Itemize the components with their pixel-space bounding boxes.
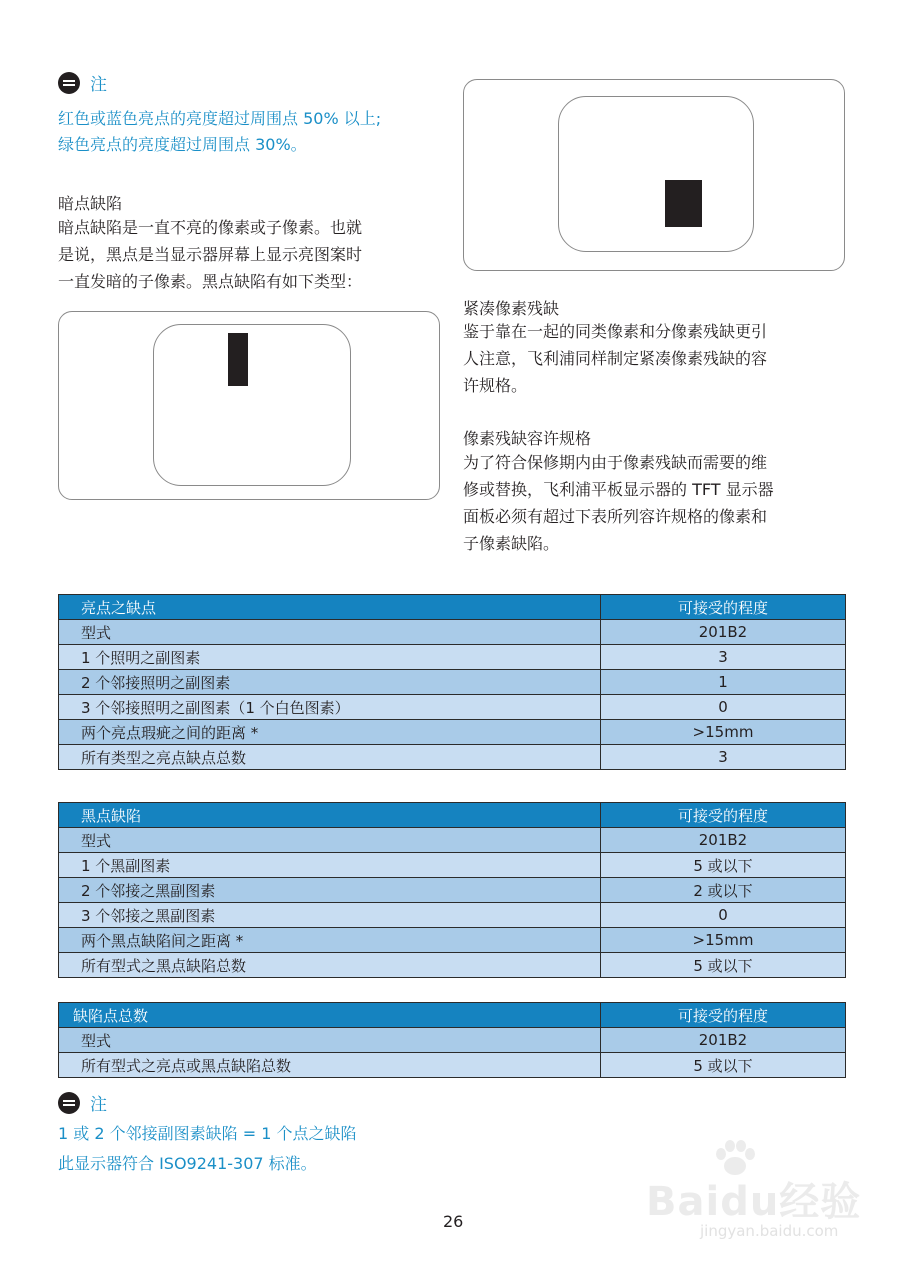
tolerance-line-1: 为了符合保修期内由于像素残缺而需要的维 bbox=[463, 453, 768, 472]
row-value: 201B2 bbox=[601, 620, 846, 645]
header-cell: 可接受的程度 bbox=[601, 1003, 846, 1028]
table-row bbox=[59, 1053, 846, 1078]
row-label: 2 个邻接照明之副图素 bbox=[59, 670, 601, 695]
header-cell: 亮点之缺点 bbox=[59, 595, 601, 620]
dark-dot-line-1: 暗点缺陷是一直不亮的像素或子像素。也就 bbox=[58, 218, 363, 237]
row-value: 1 bbox=[601, 670, 846, 695]
note-text bbox=[58, 1119, 356, 1179]
table-row bbox=[59, 1028, 846, 1053]
dark-dot-paragraph bbox=[58, 214, 362, 295]
row-label: 2 个邻接之黑副图素 bbox=[59, 878, 601, 903]
note-line-1: 1 或 2 个邻接副图素缺陷 = 1 个点之缺陷 bbox=[58, 1124, 357, 1143]
row-value: 0 bbox=[601, 695, 846, 720]
row-label: 所有类型之亮点缺点总数 bbox=[59, 745, 601, 770]
screen-outline bbox=[558, 96, 754, 252]
tolerance-heading: 像素残缺容许规格 bbox=[463, 429, 592, 448]
row-label: 两个亮点瑕疵之间的距离 * bbox=[59, 720, 601, 745]
dark-subpixel bbox=[228, 333, 248, 386]
note-text bbox=[58, 106, 381, 158]
table-row bbox=[59, 745, 846, 770]
proximity-line-3: 许规格。 bbox=[463, 376, 528, 395]
table-header bbox=[59, 1003, 846, 1028]
table-row bbox=[59, 670, 846, 695]
total-defects-table bbox=[58, 1002, 846, 1078]
table-row bbox=[59, 928, 846, 953]
defect-pixel-cluster bbox=[665, 180, 702, 227]
note-header bbox=[58, 70, 107, 95]
note-label: 注 bbox=[90, 75, 107, 95]
tolerance-line-2: 修或替换，飞利浦平板显示器的 TFT 显示器 bbox=[463, 480, 774, 499]
bright-dot-table bbox=[58, 594, 846, 770]
black-dot-table bbox=[58, 802, 846, 978]
note-icon bbox=[58, 72, 80, 94]
row-label: 型式 bbox=[59, 828, 601, 853]
note-label: 注 bbox=[90, 1095, 107, 1115]
dark-dot-line-2: 是说，黑点是当显示器屏幕上显示亮图案时 bbox=[58, 245, 363, 264]
row-value: 5 或以下 bbox=[601, 1053, 846, 1078]
table-row bbox=[59, 828, 846, 853]
note-line-2: 绿色亮点的亮度超过周围点 30%。 bbox=[58, 135, 307, 154]
table-header bbox=[59, 803, 846, 828]
note-header bbox=[58, 1090, 107, 1115]
row-value: 2 或以下 bbox=[601, 878, 846, 903]
proximity-paragraph bbox=[463, 318, 767, 399]
table-row bbox=[59, 903, 846, 928]
table-header bbox=[59, 595, 846, 620]
dark-dot-line-3: 一直发暗的子像素。黑点缺陷有如下类型： bbox=[58, 272, 363, 291]
header-cell: 可接受的程度 bbox=[601, 595, 846, 620]
row-label: 型式 bbox=[59, 620, 601, 645]
row-label: 1 个黑副图素 bbox=[59, 853, 601, 878]
screen-outline bbox=[153, 324, 351, 486]
table-row bbox=[59, 695, 846, 720]
header-cell: 缺陷点总数 bbox=[59, 1003, 601, 1028]
row-label: 3 个邻接之黑副图素 bbox=[59, 903, 601, 928]
page-number: 26 bbox=[443, 1212, 464, 1231]
note-line-2: 此显示器符合 ISO9241-307 标准。 bbox=[58, 1154, 317, 1173]
row-value: 201B2 bbox=[601, 1028, 846, 1053]
row-value: 5 或以下 bbox=[601, 953, 846, 978]
tolerance-line-4: 子像素缺陷。 bbox=[463, 534, 560, 553]
table-row bbox=[59, 878, 846, 903]
dark-dot-heading: 暗点缺陷 bbox=[58, 194, 123, 213]
table-row bbox=[59, 645, 846, 670]
table-row bbox=[59, 853, 846, 878]
row-label: 1 个照明之副图素 bbox=[59, 645, 601, 670]
table-row bbox=[59, 620, 846, 645]
table-row bbox=[59, 953, 846, 978]
row-value: 0 bbox=[601, 903, 846, 928]
proximity-heading: 紧凑像素残缺 bbox=[463, 299, 560, 318]
proximity-line-1: 鉴于靠在一起的同类像素和分像素残缺更引 bbox=[463, 322, 768, 341]
dark-dot-illustration bbox=[58, 311, 440, 500]
row-value: 3 bbox=[601, 745, 846, 770]
row-label: 所有型式之黑点缺陷总数 bbox=[59, 953, 601, 978]
row-value: 201B2 bbox=[601, 828, 846, 853]
row-value: >15mm bbox=[601, 928, 846, 953]
tolerance-line-3: 面板必须有超过下表所列容许规格的像素和 bbox=[463, 507, 768, 526]
row-label: 所有型式之亮点或黑点缺陷总数 bbox=[59, 1053, 601, 1078]
note-line-1: 红色或蓝色亮点的亮度超过周围点 50% 以上; bbox=[58, 109, 382, 128]
watermark-brand: Baidu经验 bbox=[646, 1179, 862, 1225]
row-value: >15mm bbox=[601, 720, 846, 745]
row-value: 3 bbox=[601, 645, 846, 670]
proximity-line-2: 人注意，飞利浦同样制定紧凑像素残缺的容 bbox=[463, 349, 768, 368]
tolerance-paragraph bbox=[463, 449, 774, 557]
row-label: 3 个邻接照明之副图素（1 个白色图素） bbox=[59, 695, 601, 720]
header-cell: 黑点缺陷 bbox=[59, 803, 601, 828]
proximity-illustration bbox=[463, 79, 845, 271]
header-cell: 可接受的程度 bbox=[601, 803, 846, 828]
watermark-url: jingyan.baidu.com bbox=[700, 1222, 839, 1240]
note-icon bbox=[58, 1092, 80, 1114]
row-label: 两个黑点缺陷间之距离 * bbox=[59, 928, 601, 953]
table-row bbox=[59, 720, 846, 745]
row-label: 型式 bbox=[59, 1028, 601, 1053]
row-value: 5 或以下 bbox=[601, 853, 846, 878]
